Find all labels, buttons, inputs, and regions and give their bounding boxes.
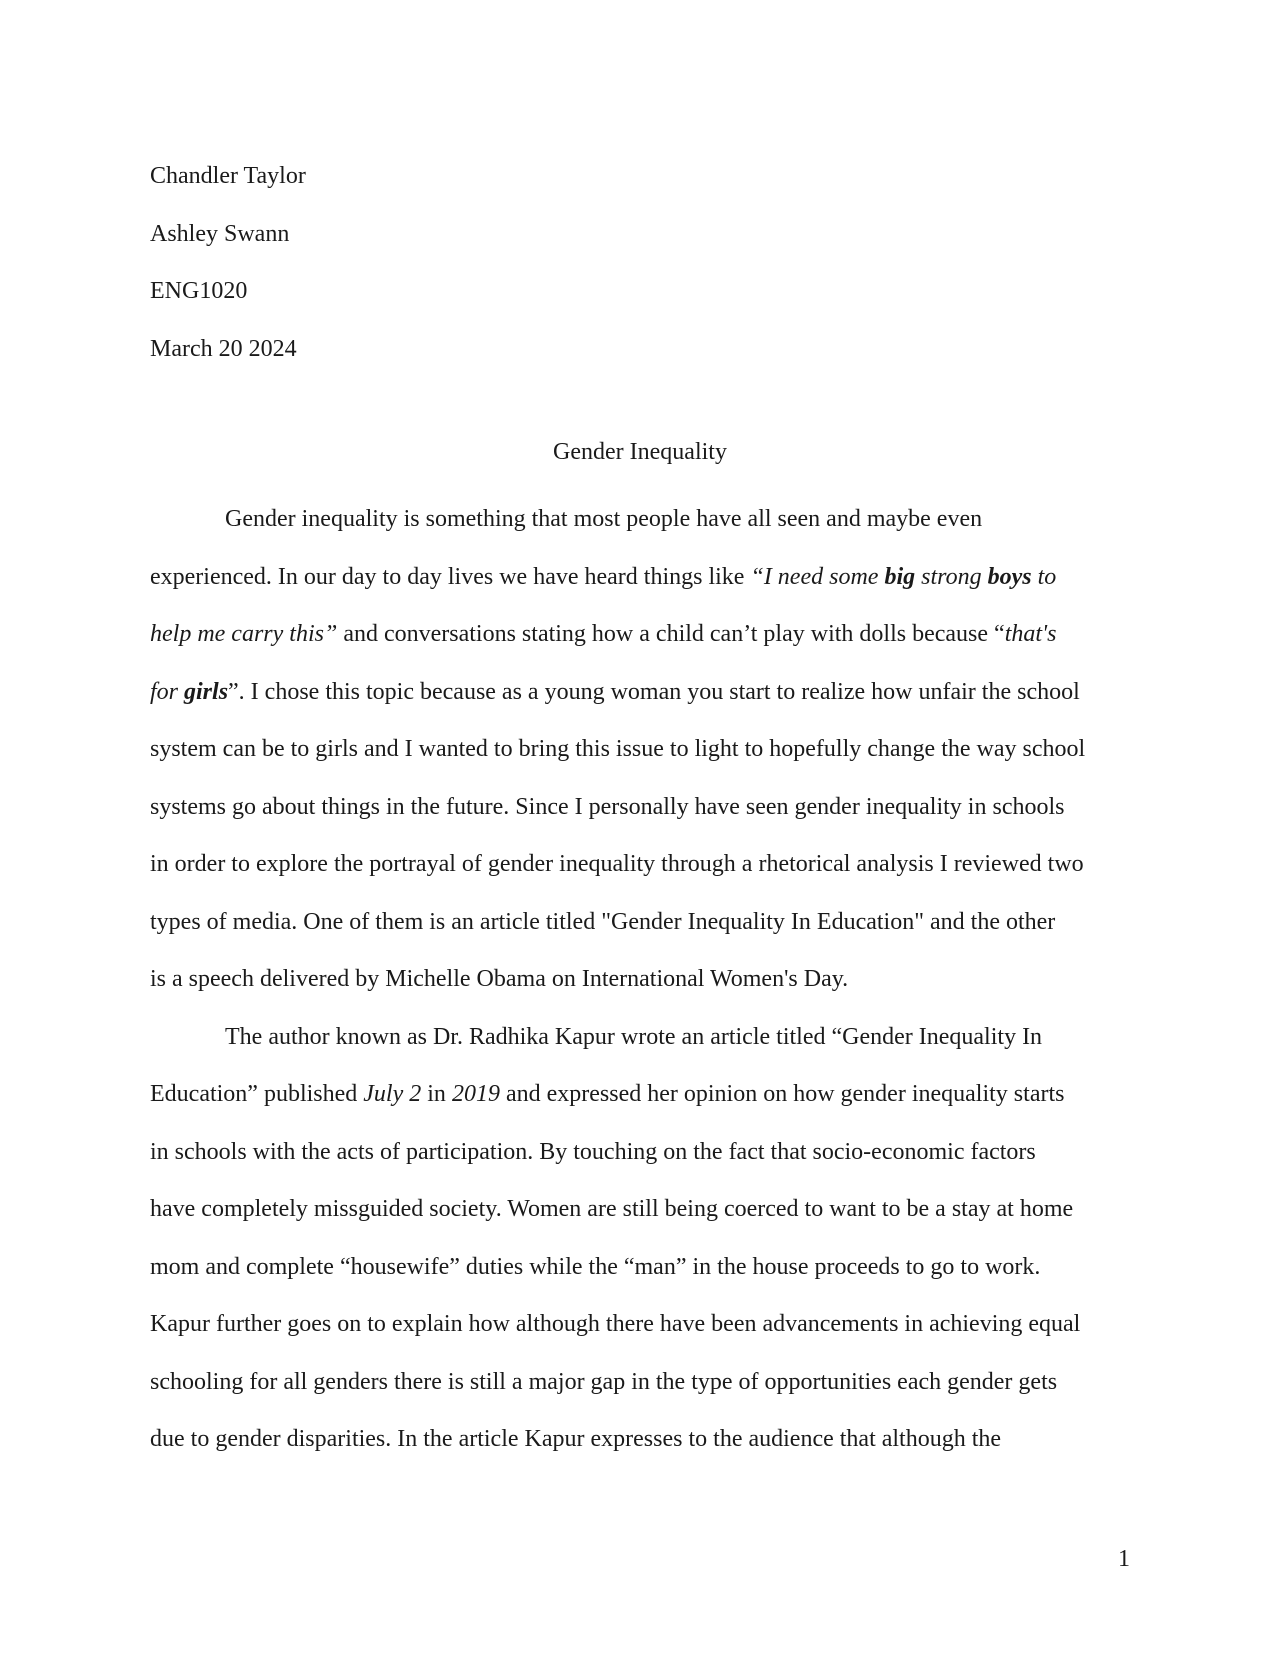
page-number: 1 — [1118, 1546, 1130, 1572]
emphasis-text: big — [884, 563, 916, 590]
text-run: Education” published — [150, 1081, 364, 1107]
text-run: experienced. In our day to day lives we have heard things like — [150, 563, 751, 590]
paragraph-1-line: systems go about things in the future. Since I personally have seen gender inequality in schools — [150, 793, 1065, 820]
paragraph-2-line: Kapur further goes on to explain how although there have been advancements in achieving equal — [150, 1311, 1081, 1337]
paragraph-2-line — [150, 1066, 1135, 1124]
text-run: in — [421, 1081, 452, 1107]
essay-title: Gender Inequality — [553, 439, 727, 465]
text-run: and expressed her opinion on how gender inequality starts — [499, 1081, 1065, 1107]
paragraph-2-line: have completely missguided society. Women are still being coerced to want to be a stay at home — [150, 1196, 1074, 1222]
quote-text: help me carry this” — [150, 621, 338, 647]
publish-date-text: July 2 — [363, 1081, 422, 1107]
course-code: ENG1020 — [150, 278, 248, 304]
emphasis-text: boys — [987, 563, 1032, 590]
text-run: “I need some — [750, 563, 885, 590]
paragraph-2 — [150, 1009, 1135, 1469]
quote-text — [150, 679, 228, 705]
text-run: ”. I chose this topic because as a young woman you start to realize how unfair the school — [228, 678, 1080, 705]
instructor-name: Ashley Swann — [150, 220, 290, 247]
paragraph-2-line: due to gender disparities. In the article Kapur expresses to the audience that although the — [150, 1426, 1002, 1452]
essay-body — [150, 491, 1135, 1469]
quote-text — [750, 564, 1056, 590]
paragraph-2-line: in schools with the acts of participation. By touching on the fact that socio-economic factors — [150, 1138, 1036, 1165]
paragraph-2-line: mom and complete “housewife” duties while the “man” in the house proceeds to go to work. — [150, 1253, 1041, 1280]
paragraph-1-line: in order to explore the portrayal of gender inequality through a rhetorical analysis I reviewed two — [150, 851, 1084, 877]
text-run: for — [150, 678, 185, 705]
paragraph-1-line: types of media. One of them is an article titled "Gender Inequality In Education" and the other — [150, 908, 1056, 935]
mla-header — [150, 148, 306, 378]
text-run: and conversations stating how a child can’t play with dolls because “ — [337, 621, 1005, 647]
paragraph-1-line: system can be to girls and I wanted to bring this issue to light to hopefully change the way school — [150, 736, 1086, 762]
paragraph-1-line — [150, 549, 1135, 607]
paragraph-2-line: The author known as Dr. Radhika Kapur wrote an article titled “Gender Inequality In — [225, 1023, 1043, 1050]
paragraph-1-line: Gender inequality is something that most people have all seen and maybe even — [225, 506, 983, 532]
submission-date: March 20 2024 — [150, 335, 297, 362]
paragraph-1 — [150, 491, 1135, 1009]
paragraph-1-line — [150, 664, 1135, 722]
author-name: Chandler Taylor — [150, 163, 306, 189]
quote-text: that's — [1004, 621, 1057, 647]
publish-year-text: 2019 — [451, 1081, 500, 1107]
text-run: strong — [915, 563, 988, 590]
paragraph-2-line: schooling for all genders there is still a major gap in the type of opportunities each gender gets — [150, 1368, 1058, 1395]
paragraph-1-line: is a speech delivered by Michelle Obama on International Women's Day. — [150, 966, 849, 992]
emphasis-text: girls — [184, 678, 229, 705]
text-run: to — [1031, 563, 1057, 590]
paragraph-1-line — [150, 606, 1135, 664]
